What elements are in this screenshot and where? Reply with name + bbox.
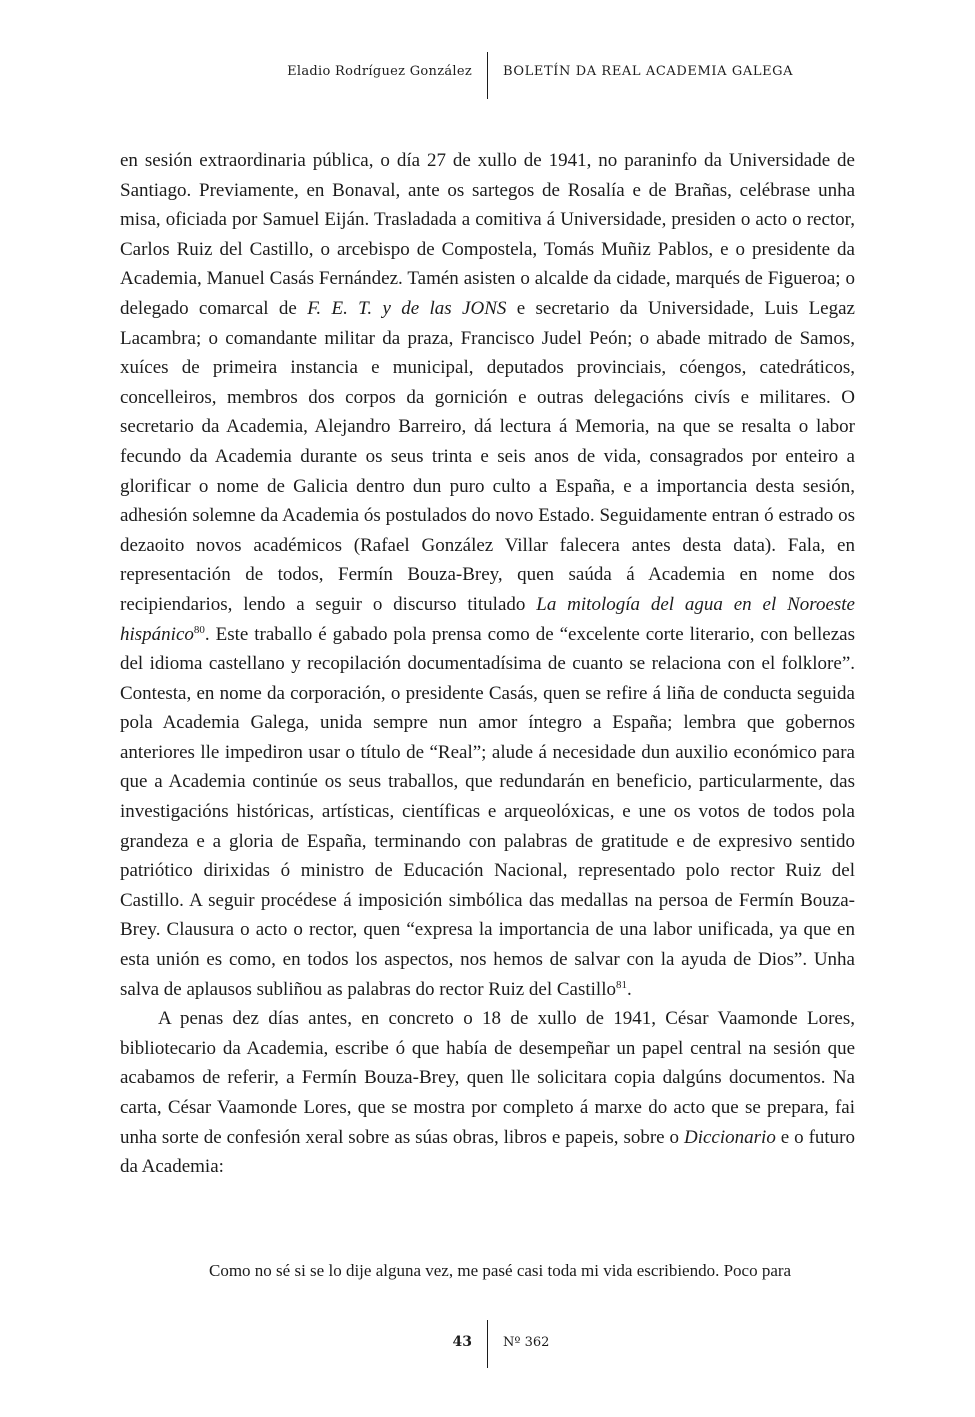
italic-title: La mitología del agua en el Noroeste hispánico bbox=[120, 593, 855, 645]
block-quote: Como no sé si se lo dije alguna vez, me pasé casi toda mi vida escribiendo. Poco para bbox=[209, 1261, 792, 1280]
running-header-author: Eladio Rodríguez González bbox=[287, 64, 472, 79]
paragraph: A penas dez días antes, en concreto o 18 de xullo de 1941, César Vaamonde Lores, bibliotecario da Academia, escribe ó que había de desempeñar un papel central na sesión que acabamos de referir, a Fermín Bouza-Brey, quen lle solicitara copia dalgúns documentos. Na carta, César Vaamonde Lores, que se mostra por completo á marxe do acto que se prepara, fai unha sorte de confesión xeral sobre as súas obras, libros e papeis, sobre o Diccionario e o futuro da Academia: bbox=[120, 1008, 855, 1178]
footnote-ref[interactable]: 81 bbox=[616, 978, 627, 991]
footer-divider bbox=[487, 1320, 488, 1368]
footnote-ref[interactable]: 80 bbox=[193, 623, 205, 636]
issue-number: Nº 362 bbox=[503, 1335, 550, 1350]
paragraph: en sesión extraordinaria pública, o día 27 de xullo de 1941, no paraninfo da Universidade de Santiago. Previamente, en Bonaval, ante os sartegos de Rosalía e de Brañas, celébrase unha misa, oficiada por Samuel Eiján. Trasladada a comitiva á Universidade, presiden o acto o rector, Carlos Ruiz del Castillo, o arcebispo de Compostela, Tomás Muñiz Pablos, e o presidente da Academia, Manuel Casás Fernández. Tamén asisten o alcalde da cidade, marqués de Figueroa; o delegado comarcal de F. E. T. y de las JONS e secretario da Universidade, Luis Legaz Lacambra; o comandante militar da praza, Francisco Judel Peón; o abade mitrado de Samos, xuíces de primeira instancia e municipal, deputados provinciais, cóengos, catedráticos, concelleiros, membros dos corpos da gornición e outras delegacións civís e militares. O secretario da Academia, Alejandro Barreiro, dá lectura á Memoria, na que se resalta o labor fecundo da Academia durante os seus trinta e seis anos de vida, consagrados por enteiro a glorificar o nome de Galicia dentro dun puro culto a España, e a importancia desta sesión, adhesión solemne da Academia ós postulados do novo Estado. Seguidamente entran ó estrado os dezaoito novos académicos (Rafael González Villar falecera antes desta data). Fala, en representación de todos, Fermín Bouza-Brey, quen saúda á Academia en nome dos recipiendarios, lendo a seguir o discurso titulado La mitología del agua en el Noroeste hispánico$^{80}$. Este traballo é gabado pola prensa como de “excelente corte literario, con bellezas del idioma castellano y recopilación documentadísima de cuanto se relaciona con el folklore”. Contesta, en nome da corporación, o presidente Casás, quen se refire á liña de conducta seguida pola Academia Galega, unida sempre nun amor íntegro a España; lembra que gobernos anteriores lle impediron usar o título de “Real”; alude á necesidade dun auxilio económico para que a Academia continúe os seus traballos, que redundarán en beneficio, particularmente, das investigacións históricas, artísticas, científicas e arqueolóxicas, e une os votos de todos pola grandeza e a gloria de España, terminando con palabras de gratitude e de expresivo sentido patriótico dirixidas ó ministro de Educación Nacional, representado polo rector Ruiz del Castillo. A seguir procédese á imposición simbólica das medallas na persoa de Fermín Bouza-Brey. Clausura o acto o rector, quen “expresa la importancia de una labor unificada, ya que en esta unión es como, en todos los aspectos, nos hemos de salvar con la ayuda de Dios”. Unha salva de aplausos subliñou as palabras do rector Ruiz del Castillo$^{81}$. bbox=[120, 150, 855, 1000]
body-text bbox=[120, 146, 855, 1182]
running-header-journal: BOLETÍN DA REAL ACADEMIA GALEGA bbox=[503, 64, 794, 79]
header-divider bbox=[487, 52, 488, 99]
italic-title: Diccionario bbox=[684, 1126, 776, 1148]
italic-title: F. E. T. y de las JONS bbox=[307, 297, 507, 319]
page-number: 43 bbox=[452, 1334, 472, 1350]
